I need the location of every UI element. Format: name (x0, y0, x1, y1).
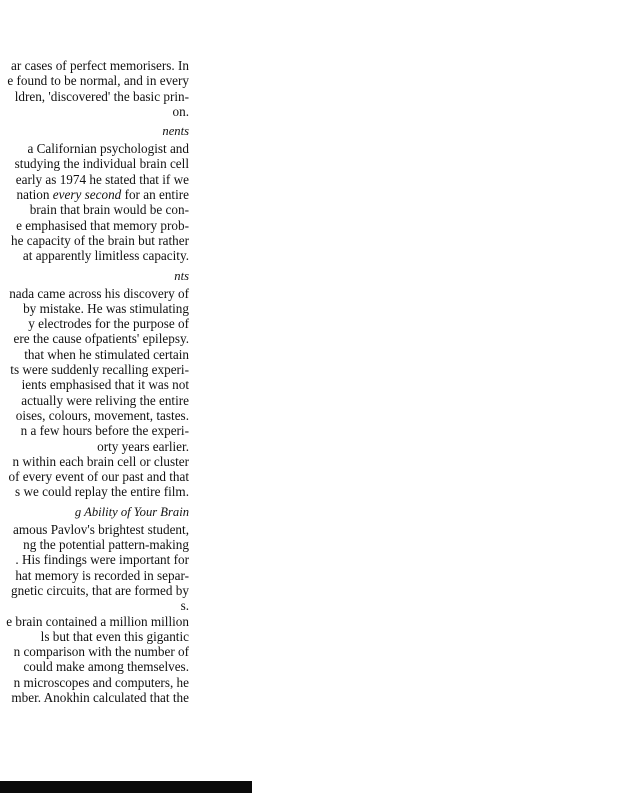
text-line: n a few hours before the experi- (20, 423, 189, 439)
text-line: s we could replay the entire film. (15, 484, 189, 500)
text-line: n microscopes and computers, he (13, 674, 189, 690)
text-line-with-emphasis (0, 187, 189, 202)
emphasized-text: every second (52, 187, 122, 203)
text-line: studying the individual brain cell (14, 156, 189, 172)
text-line: at apparently limitless capacity. (22, 248, 189, 264)
text-line: by mistake. He was stimulating (23, 300, 189, 316)
text-line: nada came across his discovery of (9, 285, 189, 301)
text-line: ldren, 'discovered' the basic prin- (14, 88, 189, 104)
text-line: gnetic circuits, that are formed by (11, 582, 189, 598)
text-line: ng the potential pattern-making (23, 537, 189, 553)
text-line: early as 1974 he stated that if we (15, 171, 189, 187)
text-line: he capacity of the brain but rather (11, 232, 189, 248)
text-line: could make among themselves. (23, 659, 189, 675)
text-line: n within each brain cell or cluster (12, 453, 189, 469)
text-column (0, 58, 189, 705)
text-line: e emphasised that memory prob- (16, 217, 189, 233)
section-heading: nents (162, 124, 189, 139)
text-line: that when he stimulated certain (24, 346, 189, 362)
scan-edge-bar (0, 781, 252, 793)
text-line: ar cases of perfect memorisers. In (11, 58, 189, 73)
section-heading: g Ability of Your Brain (74, 504, 189, 519)
text-line: n comparison with the number of (13, 644, 189, 660)
text-line: . His findings were important for (15, 552, 189, 568)
text-line: oises, colours, movement, tastes. (15, 407, 189, 423)
text-line: actually were reliving the entire (21, 392, 189, 408)
text-line: hat memory is recorded in separ- (15, 567, 189, 583)
text-line: ients emphasised that it was not (21, 377, 189, 393)
text-line: e brain contained a million million (6, 613, 189, 629)
text-line: brain that brain would be con- (29, 202, 189, 218)
text-line: ere the cause ofpatients' epilepsy. (13, 331, 189, 347)
text-line: amous Pavlov's brightest student, (12, 521, 189, 537)
text-line: ls but that even this gigantic (40, 628, 189, 644)
text-line: on. (172, 103, 189, 119)
text-line: y electrodes for the purpose of (28, 316, 189, 332)
text-line: orty years earlier. (97, 438, 189, 454)
text-line: of every event of our past and that (8, 469, 189, 485)
text-fragment: nation (16, 187, 53, 203)
text-line: ts were suddenly recalling experi- (10, 362, 189, 378)
text-line: a Californian psychologist and (27, 141, 189, 157)
text-fragment: for an entire (121, 187, 189, 203)
text-line: e found to be normal, and in every (7, 73, 189, 89)
text-line: mber. Anokhin calculated that the (11, 689, 189, 705)
text-line: s. (180, 598, 189, 614)
section-heading: nts (174, 268, 189, 283)
